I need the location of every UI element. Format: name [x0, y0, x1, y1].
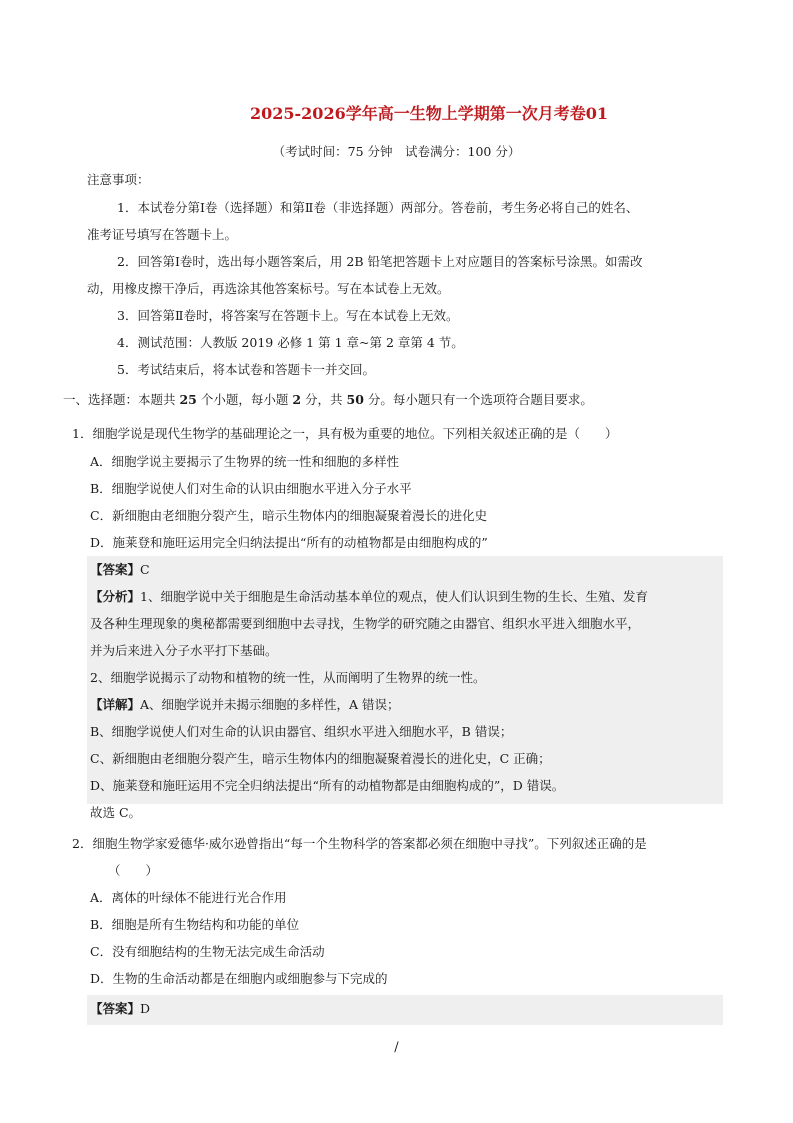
detail-line: C、新细胞由老细胞分裂产生，暗示生物体内的细胞凝聚着漫长的进化史，C 正确； — [90, 751, 551, 766]
question-2-option-b: B．细胞是所有生物结构和功能的单位 — [90, 917, 300, 932]
question-2-option-a: A．离体的叶绿体不能进行光合作用 — [90, 890, 287, 905]
question-1-stem: 1．细胞学说是现代生物学的基础理论之一，具有极为重要的地位。下列相关叙述正确的是（ ） — [72, 426, 618, 441]
answer-block-2 — [87, 995, 723, 1025]
analysis-line: 及各种生理现象的奥秘都需要到细胞中去寻找，生物学的研究随之由器官、组织水平进入细胞水平， — [90, 616, 641, 631]
question-2-option-c: C．没有细胞结构的生物无法完成生命活动 — [90, 944, 325, 959]
section-heading: 一、选择题：本题共 25 个小题，每小题 2 分，共 50 分。每小题只有一个选项符合题目要求。 — [63, 392, 593, 407]
detail-line: 故选 C。 — [90, 805, 142, 820]
question-1-option-a: A．细胞学说主要揭示了生物界的统一性和细胞的多样性 — [90, 454, 400, 469]
question-1-option-b: B．细胞学说使人们对生命的认识由细胞水平进入分子水平 — [90, 481, 412, 496]
notice-item: 5．考试结束后，将本试卷和答题卡一并交回。 — [117, 362, 375, 377]
notice-item: 3．回答第Ⅱ卷时，将答案写在答题卡上。写在本试卷上无效。 — [117, 308, 459, 323]
notice-item: 动，用橡皮擦干净后，再选涂其他答案标号。写在本试卷上无效。 — [87, 281, 450, 296]
analysis-line: 2、细胞学说揭示了动物和植物的统一性，从而阐明了生物界的统一性。 — [90, 670, 486, 685]
question-1-option-c: C．新细胞由老细胞分裂产生，暗示生物体内的细胞凝聚着漫长的进化史 — [90, 508, 488, 523]
page-number: / — [394, 1040, 399, 1055]
question-2-stem: 2．细胞生物学家爱德华·威尔逊曾指出“每一个生物科学的答案都必须在细胞中寻找”。下列叙述正确的是 — [72, 836, 647, 851]
answer-line: 【答案】C — [90, 562, 150, 577]
exam-info: （考试时间：75 分钟 试卷满分：100 分） — [272, 144, 521, 159]
question-1-option-d: D．施莱登和施旺运用完全归纳法提出“所有的动植物都是由细胞构成的” — [90, 535, 488, 550]
detail-line: D、施莱登和施旺运用不完全归纳法提出“所有的动植物都是由细胞构成的”，D 错误。 — [90, 778, 565, 793]
question-2-option-d: D．生物的生命活动都是在细胞内或细胞参与下完成的 — [90, 971, 388, 986]
notice-item: 2．回答第Ⅰ卷时，选出每小题答案后，用 2B 铅笔把答题卡上对应题目的答案标号涂黑。如需改 — [117, 254, 643, 269]
notice-item: 4．测试范围：人教版 2019 必修 1 第 1 章~第 2 章第 4 节。 — [117, 335, 464, 350]
detail-line: 【详解】A、细胞学说并未揭示细胞的多样性，A 错误； — [90, 697, 400, 712]
answer-line: 【答案】D — [90, 1001, 151, 1016]
analysis-line: 【分析】1、细胞学说中关于细胞是生命活动基本单位的观点，使人们认识到生物的生长、生殖、发育 — [90, 589, 648, 604]
page-title: 2025-2026学年高一生物上学期第一次月考卷01 — [250, 104, 608, 123]
notice-heading: 注意事项： — [87, 172, 150, 187]
analysis-line: 并为后来进入分子水平打下基础。 — [90, 643, 278, 658]
question-2-paren: （ ） — [108, 863, 159, 878]
notice-item: 准考证号填写在答题卡上。 — [87, 227, 238, 242]
detail-line: B、细胞学说使人们对生命的认识由器官、组织水平进入细胞水平，B 错误； — [90, 724, 513, 739]
notice-item: 1．本试卷分第Ⅰ卷（选择题）和第Ⅱ卷（非选择题）两部分。答卷前，考生务必将自己的姓名、 — [117, 200, 639, 215]
